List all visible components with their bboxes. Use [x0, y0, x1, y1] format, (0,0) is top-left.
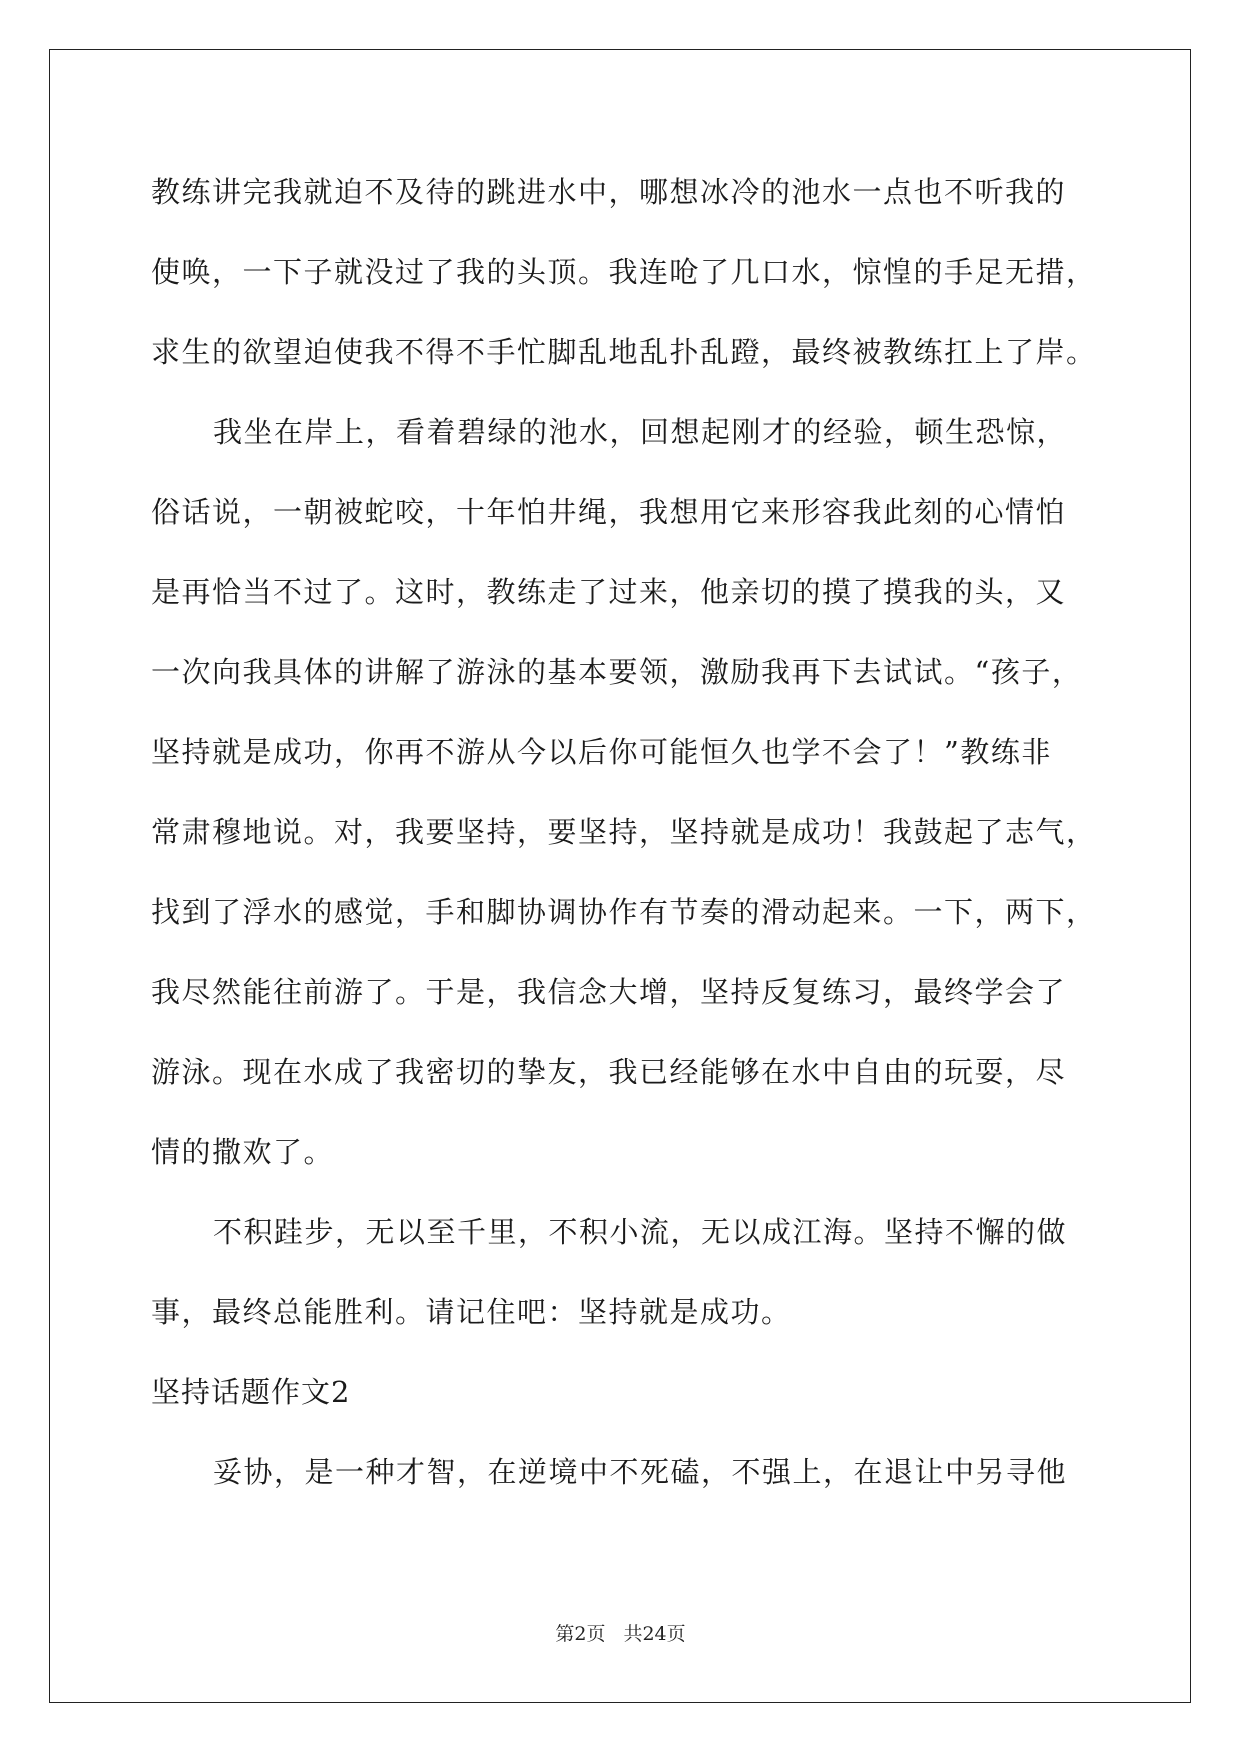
- page-footer: [0, 1619, 1241, 1646]
- text-line: 教练讲完我就迫不及待的跳进水中，哪想冰冷的池水一点也不听我的: [151, 175, 1067, 209]
- paragraph-first-line: 不积跬步，无以至千里，不积小流，无以成江海。坚持不懈的做: [213, 1215, 1068, 1249]
- text-line: 是再恰当不过了。这时，教练走了过来，他亲切的摸了摸我的头，又: [151, 575, 1067, 609]
- page-number: 第2页: [555, 1623, 606, 1645]
- section-heading: 坚持话题作文2: [151, 1375, 351, 1409]
- paragraph-first-line: 妥协，是一种才智，在逆境中不死磕，不强上，在退让中另寻他: [213, 1455, 1068, 1489]
- total-pages: 共24页: [623, 1623, 686, 1645]
- text-line: 坚持就是成功，你再不游从今以后你可能恒久也学不会了！”教练非: [151, 735, 1052, 769]
- text-line: 常肃穆地说。对，我要坚持，要坚持，坚持就是成功！我鼓起了志气，: [151, 815, 1097, 849]
- text-line: 找到了浮水的感觉，手和脚协调协作有节奏的滑动起来。一下，两下，: [151, 895, 1097, 929]
- text-line: 我尽然能往前游了。于是，我信念大增，坚持反复练习，最终学会了: [151, 975, 1067, 1009]
- text-line: 俗话说，一朝被蛇咬，十年怕井绳，我想用它来形容我此刻的心情怕: [151, 495, 1067, 529]
- text-line: 使唤，一下子就没过了我的头顶。我连呛了几口水，惊惶的手足无措，: [151, 255, 1097, 289]
- text-line: 一次向我具体的讲解了游泳的基本要领，激励我再下去试试。“孩子，: [151, 655, 1083, 689]
- text-line: 求生的欲望迫使我不得不手忙脚乱地乱扑乱蹬，最终被教练扛上了岸。: [151, 335, 1097, 369]
- document-body: [151, 152, 1097, 1512]
- text-line: 事，最终总能胜利。请记住吧：坚持就是成功。: [151, 1295, 792, 1329]
- text-line: 情的撒欢了。: [151, 1135, 335, 1169]
- paragraph-first-line: 我坐在岸上，看着碧绿的池水，回想起刚才的经验，顿生恐惊，: [213, 415, 1068, 449]
- text-line: 游泳。现在水成了我密切的挚友，我已经能够在水中自由的玩耍，尽: [151, 1055, 1067, 1089]
